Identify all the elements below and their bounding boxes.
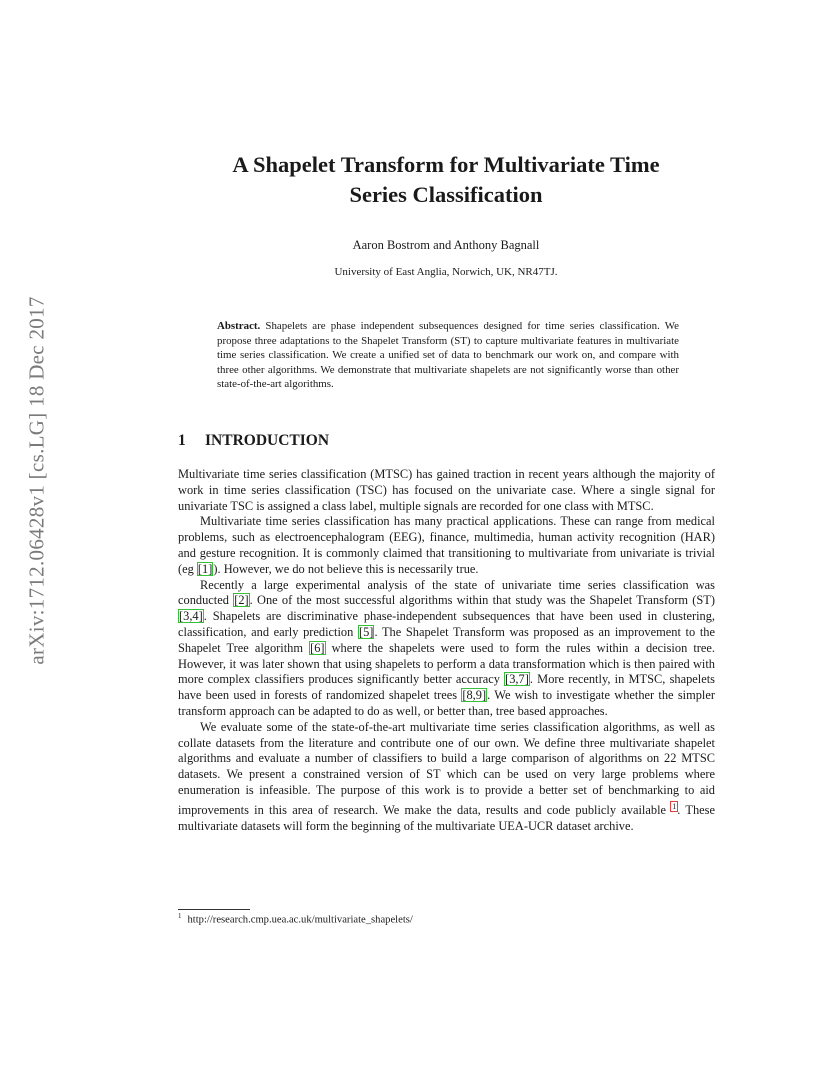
- arxiv-identifier: arXiv:1712.06428v1 [cs.LG] 18 Dec 2017: [24, 295, 49, 665]
- text-run: . More recently, in MTSC, shapelets have been used in forests of randomized shapelet trees: [178, 672, 715, 703]
- citation-link[interactable]: [6]: [310, 640, 325, 655]
- citation-link[interactable]: [8,9]: [462, 688, 487, 703]
- abstract-text: Shapelets are phase independent subsequences designed for time series classification. We propose three adaptations to the Shapelet Transform (ST) to capture multivariate features in multivariate time series classification. We create a unified set of data to benchmark our work on, and compare with three other algorithms. We demonstrate that multivariate shapelets are not significantly worse than other state-of-the-art algorithms.: [217, 320, 679, 391]
- text-run: . One of the most successful algorithms within that study was the Shapelet Transform (ST): [249, 593, 716, 608]
- footnote: [178, 912, 413, 926]
- text-run: Recently a large experimental analysis of the state of univariate time series classification was conducted: [178, 577, 715, 608]
- citation-link[interactable]: [5]: [358, 624, 374, 639]
- text-run: . Shapelets are discriminative phase-independent subsequences that have been used in clustering, classification, and early prediction: [178, 609, 715, 639]
- citation-link[interactable]: [1]: [197, 561, 213, 576]
- citation-link[interactable]: [3,4]: [179, 609, 203, 624]
- abstract-label: Abstract.: [217, 320, 261, 332]
- citation-link[interactable]: [3,7]: [505, 672, 529, 687]
- section-number: 1: [178, 432, 186, 449]
- footnote-divider: [178, 909, 250, 910]
- paragraph-3: [178, 578, 715, 720]
- title-line-2: Series Classification: [349, 182, 543, 207]
- text-run: ). However, we do not believe this is necessarily true.: [213, 561, 479, 576]
- title-line-1: A Shapelet Transform for Multivariate Time: [232, 152, 660, 177]
- paragraph-4: [178, 720, 715, 835]
- body-text: [178, 467, 715, 834]
- footnote-url[interactable]: http://research.cmp.uea.ac.uk/multivariate_shapelets/: [187, 914, 413, 926]
- affiliation: University of East Anglia, Norwich, UK, NR47TJ.: [334, 266, 558, 278]
- abstract: [217, 319, 679, 392]
- section-heading: [178, 432, 329, 450]
- section-title: INTRODUCTION: [205, 432, 330, 449]
- citation-link[interactable]: [2]: [234, 593, 249, 608]
- paragraph-1: Multivariate time series classification (MTSC) has gained traction in recent years although the majority of work in time series classification (TSC) has focused on the univariate case. Where a single signal for univariate TSC is assigned a class label, multiple signals are recorded for one class with MTSC.: [178, 467, 715, 513]
- authors: Aaron Bostrom and Anthony Bagnall: [352, 238, 540, 252]
- text-run: where the shapelets were used to form the rules within a decision tree. However, it was later shown that using shapelets to perform a data transformation which is then paired with more complex classifiers produces significantly better accuracy: [178, 640, 715, 687]
- arxiv-side-stamp: [24, 285, 50, 675]
- footnote-mark: 1: [178, 912, 182, 920]
- footnote-link[interactable]: 1: [672, 801, 677, 811]
- text-run: . These multivariate datasets will form the beginning of the multivariate UEA-UCR dataset archive.: [178, 802, 715, 833]
- paper-title: [150, 150, 742, 210]
- text-run: Multivariate time series classification has many practical applications. These can range from medical problems, such as electroencephalogram (EEG), finance, multimedia, human activity recognition (HAR) and gesture recognition. It is commonly claimed that transitioning to multivariate from univariate is trivial (eg: [178, 514, 715, 576]
- text-run: We evaluate some of the state-of-the-art multivariate time series classification algorithms, as well as collate datasets from the literature and contribute one of our own. We define three multivariate shapelet algorithms and evaluate a number of classifiers to build a large comparison of algorithms on 22 MTSC datasets. We present a constrained version of ST which can be used on very large problems where enumeration is infeasible. The purpose of this work is to provide a better set of benchmarking to aid improvements in this area of research. We make the data, results and code publicly available: [178, 719, 715, 817]
- text-run: . We wish to investigate whether the simpler transform approach can be adapted to do as well, or better than, tree based approaches.: [178, 688, 715, 718]
- paragraph-2: [178, 514, 715, 577]
- text-run: . The Shapelet Transform was proposed as an improvement to the Shapelet Tree algorithm: [178, 624, 715, 655]
